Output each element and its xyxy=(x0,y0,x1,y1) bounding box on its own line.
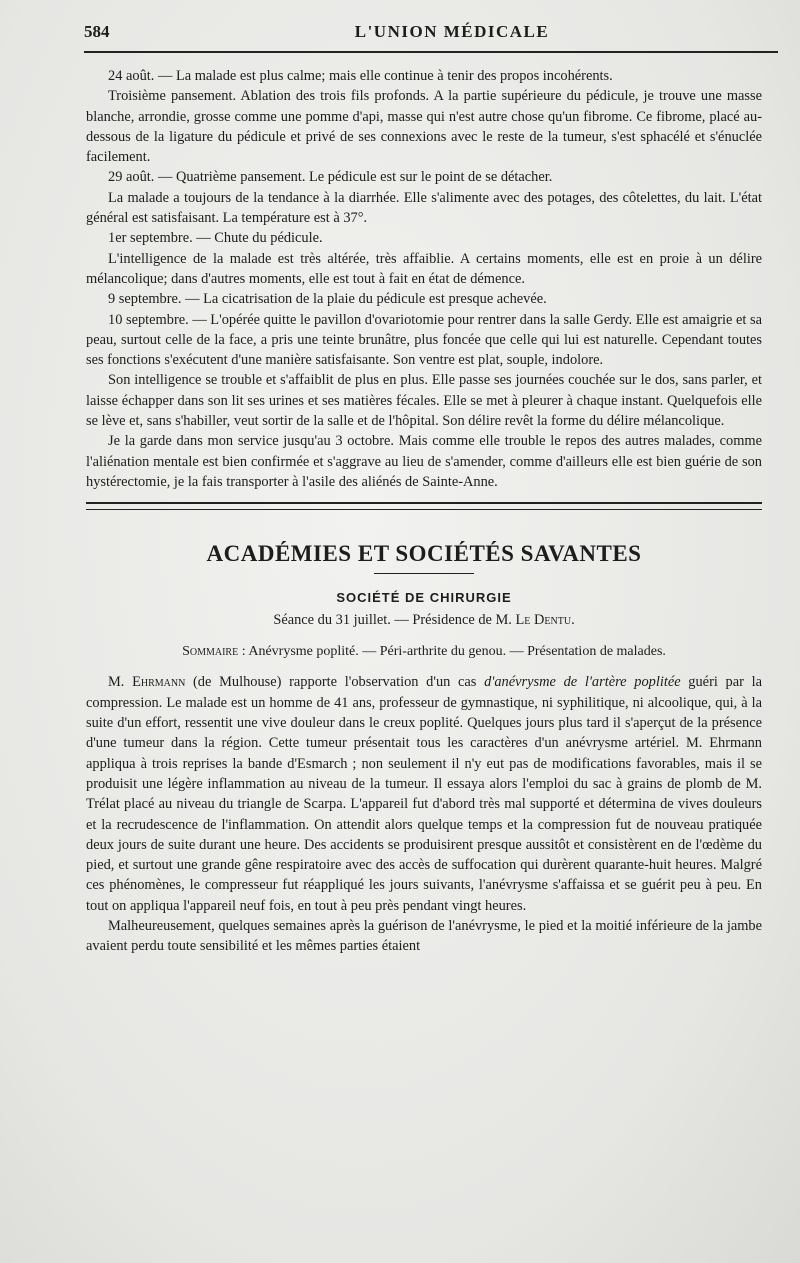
seance-prefix: Séance du 31 juillet. — Présidence de M. xyxy=(273,611,516,628)
paragraph: Son intelligence se trouble et s'affaiblit de plus en plus. Elle passe ses journées couchée sur le dos, sans parler, et laisse échapper dans son lit ses urines et ses matières fécales. Elle se met à pleurer à chaque instant. Quelquefois elle se lève et, sans s'habiller, veut sortir de la salle et de l'hôpital. Son délire revêt la forme du délire mélancolique. xyxy=(86,372,762,430)
seance-suffix: . xyxy=(571,611,575,628)
section-divider xyxy=(86,502,762,510)
italic-term: d'anévrysme de l'artère poplitée xyxy=(484,674,681,691)
society-heading: SOCIÉTÉ DE CHIRURGIE xyxy=(336,589,512,605)
journal-title: L'UNION MÉDICALE xyxy=(354,22,550,41)
page-number: 584 xyxy=(84,22,110,41)
paragraph: Malheureusement, quelques semaines après la guérison de l'anévrysme, le pied et la moitié inférieure de la jambe avaient perdu toute sensibilité et les mêmes parties étaient xyxy=(86,917,762,955)
sommaire-text: : Anévrysme poplité. — Péri-arthrite du genou. — Présentation de malades. xyxy=(238,644,666,660)
sommaire-line xyxy=(86,642,762,662)
article-body xyxy=(86,672,762,956)
paragraph: Troisième pansement. Ablation des trois fils profonds. A la partie supérieure du pédicule, je trouve une masse blanche, arrondie, grosse comme une pomme d'api, masse qui n'est autre chose qu'un fibrome. Ce fibrome, placé au-dessous de la ligature du pédicule et privé de ses connexions avec le reste de la tumeur, s'est sphacélé et s'énuclée facilement. xyxy=(86,88,762,166)
case-report-body xyxy=(86,66,762,957)
paragraph: 29 août. — Quatrième pansement. Le pédicule est sur le point de se détacher. xyxy=(108,169,553,186)
sommaire-label: Sommaire xyxy=(182,644,239,660)
title-underline xyxy=(374,573,474,574)
paragraph xyxy=(86,672,762,916)
paragraph: 24 août. — La malade est plus calme; mais elle continue à tenir des propos incohérents. xyxy=(108,68,613,84)
running-head xyxy=(84,20,760,44)
seance-line xyxy=(86,610,762,630)
section-title: ACADÉMIES ET SOCIÉTÉS SAVANTES xyxy=(206,541,642,567)
paragraph: La malade a toujours de la tendance à la diarrhée. Elle s'alimente avec des potages, des côtelettes, du lait. L'état général est satisfaisant. La température est à 37°. xyxy=(86,189,762,227)
text-run: (de Mulhouse) rapporte l'observation d'un cas xyxy=(185,674,485,691)
paragraph: Je la garde dans mon service jusqu'au 3 octobre. Mais comme elle trouble le repos des autres malades, comme l'aliénation mentale est bien confirmée et s'aggrave au lieu de s'amender, comme d'ailleurs elle est bien guérie de son hystérectomie, je la fais transporter à l'asile des aliénés de Sainte-Anne. xyxy=(86,433,762,490)
paragraph: 1er septembre. — Chute du pédicule. xyxy=(108,230,323,247)
paragraph: 9 septembre. — La cicatrisation de la plaie du pédicule est presque achevée. xyxy=(108,291,547,308)
paragraph: L'intelligence de la malade est très altérée, très affaiblie. A certains moments, elle est en proie à un délire mélancolique; dans d'autres moments, elle est tout à fait en état de démence. xyxy=(86,250,762,287)
president-name: Le Dentu xyxy=(515,611,572,628)
text-run: guéri par la compression. Le malade est un homme de 41 ans, professeur de gymnastique, ni syphilitique, ni alcoolique, qui, à la suite d'un effort, ressentit une vive douleur dans le creux poplité. Quelques jours plus tard il s'aperçut de la présence d'une tumeur dans la région. Cette tumeur présentait tous les caractères d'un anévrysme artériel. M. Ehrmann appliqua à trois reprises la bande d'Esmarch ; non seulement il n'y eut pas de modifications favorables, mais il se produisit une légère inflammation au niveau de la tumeur. Il essaya alors l'emploi du sac à grains de plomb de M. Trélat placé au niveau du triangle de Scarpa. L'appareil fut d'abord très mal supporté et détermina de vives douleurs et la recrudescence de l'inflammation. On attendit alors quelque temps et la compression fut de nouveau pratiquée deux jours de suite durant une heure. Des accidents se produisirent presque aussitôt et consistèrent en de l'œdème du pied, et surtout une grande gêne respiratoire avec des accès de suffocation qui durèrent quarante-huit heures. Malgré ces phénomènes, le compresseur fut réappliqué les jours suivants, l'anévrysme s'affaissa et se guérit peu à peu. En tout on appliqua l'appareil neuf fois, en tout à peu près pendant vingt heures. xyxy=(86,674,762,914)
speaker-name: M. Ehrmann xyxy=(108,674,186,691)
header-rule xyxy=(84,51,778,53)
paragraph: 10 septembre. — L'opérée quitte le pavillon d'ovariotomie pour rentrer dans la salle Gerdy. Elle est amaigrie et sa peau, surtout celle de la face, a pris une teinte brunâtre, plus foncée que celle qui lui est naturelle. Cependant toutes ses fonctions s'exécutent d'une manière satisfaisante. Son ventre est plat, souple, indolore. xyxy=(86,311,763,369)
